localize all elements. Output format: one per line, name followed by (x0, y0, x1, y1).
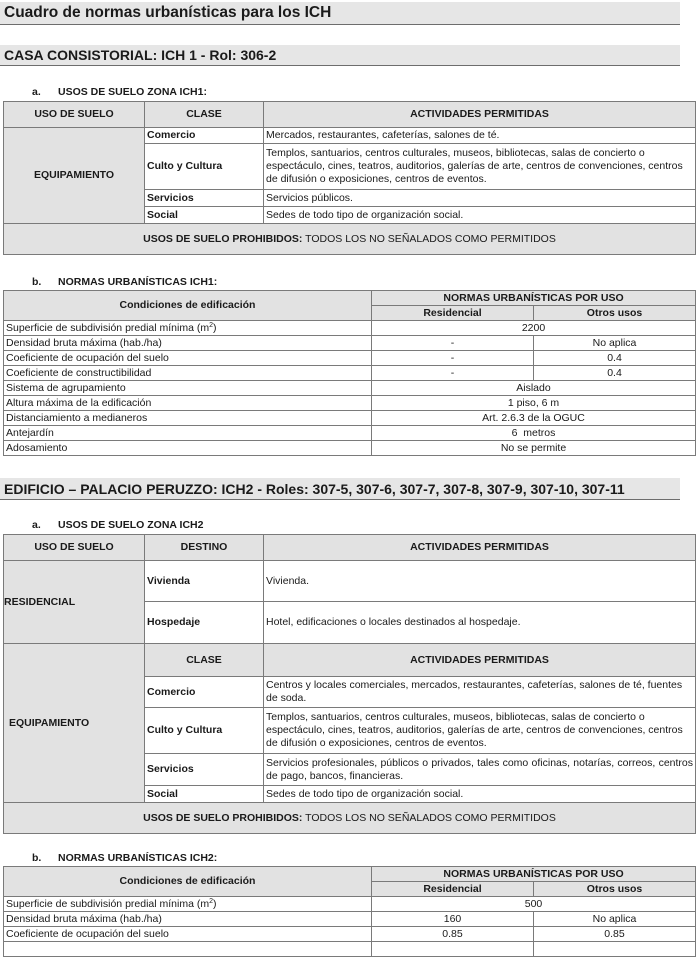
subtitle-text: NORMAS URBANÍSTICAS ICH2: (58, 852, 218, 864)
header-condiciones: Condiciones de edificación (4, 867, 372, 897)
value-merged: 6 metros (372, 426, 696, 441)
table-row (4, 441, 696, 456)
table-row (4, 396, 696, 411)
table-row (4, 942, 696, 957)
condicion-label: Coeficiente de ocupación del suelo (4, 351, 372, 366)
actividades-cell: Servicios públicos. (264, 190, 696, 207)
condicion-label: Antejardín (4, 426, 372, 441)
subtitle-text: NORMAS URBANÍSTICAS ICH1: (58, 276, 218, 288)
header-residencial: Residencial (372, 306, 534, 321)
prohibidos-label: USOS DE SUELO PROHIBIDOS: (143, 232, 303, 245)
condicion-label (4, 897, 372, 912)
header-actividades: ACTIVIDADES PERMITIDAS (264, 535, 696, 561)
group-residencial: RESIDENCIAL (4, 561, 145, 644)
actividades-cell: Templos, santuarios, centros culturales, museos, bibliotecas, salas de concierto o espectáculo, cines, teatros, auditorios, galerías de arte, centros de convenciones, centros de difusión o exposiciones, centros de eventos. (264, 708, 696, 754)
actividades-cell: Hotel, edificaciones o locales destinados al hospedaje. (264, 602, 696, 644)
value-otros: 0.4 (534, 366, 696, 381)
clase-cell: Social (145, 207, 264, 224)
condicion-label: Coeficiente de ocupación del suelo (4, 927, 372, 942)
header-actividades: ACTIVIDADES PERMITIDAS (264, 102, 696, 128)
table-row (4, 561, 696, 602)
clase-cell: Culto y Cultura (145, 708, 264, 754)
clase-cell: Comercio (145, 128, 264, 144)
prohibidos-text: TODOS LOS NO SEÑALADOS COMO PERMITIDOS (302, 811, 556, 824)
table-row (4, 426, 696, 441)
actividades-cell: Sedes de todo tipo de organización social. (264, 207, 696, 224)
value-residencial: 160 (372, 912, 534, 927)
value-residencial (372, 942, 534, 957)
value-merged: No se permite (372, 441, 696, 456)
condicion-label: Altura máxima de la edificación (4, 396, 372, 411)
group-equipamiento: EQUIPAMIENTO (4, 644, 145, 803)
actividades-cell: Servicios profesionales, públicos o privados, tales como oficinas, notarías, correos, centros de pago, bancos, financieras. (264, 754, 696, 786)
table-row (4, 336, 696, 351)
subtitle-text: USOS DE SUELO ZONA ICH2 (58, 519, 204, 531)
destino-cell: Vivienda (145, 561, 264, 602)
actividades-cell: Mercados, restaurantes, cafeterías, salones de té. (264, 128, 696, 144)
prohibidos-cell (4, 224, 696, 255)
header-uso-de-suelo: USO DE SUELO (4, 102, 145, 128)
value-otros (534, 942, 696, 957)
value-otros: No aplica (534, 912, 696, 927)
subtitle-text: USOS DE SUELO ZONA ICH1: (58, 86, 207, 98)
header-otros-usos: Otros usos (534, 882, 696, 897)
actividades-cell: Vivienda. (264, 561, 696, 602)
value-merged: Art. 2.6.3 de la OGUC (372, 411, 696, 426)
table-row (4, 912, 696, 927)
value-residencial: - (372, 366, 534, 381)
ich1-normas-table (3, 290, 696, 456)
condicion-label: Sistema de agrupamiento (4, 381, 372, 396)
header-clase: CLASE (145, 644, 264, 677)
ich2-normas-table (3, 866, 696, 957)
table-row (4, 927, 696, 942)
value-residencial: 0.85 (372, 927, 534, 942)
header-destino: DESTINO (145, 535, 264, 561)
table-row (4, 351, 696, 366)
table-row (4, 366, 696, 381)
ich1-heading: CASA CONSISTORIAL: ICH 1 - Rol: 306-2 (0, 45, 680, 66)
ich1-normas-subtitle (32, 276, 217, 288)
superscript: 2 (209, 321, 213, 329)
header-actividades: ACTIVIDADES PERMITIDAS (264, 644, 696, 677)
value-otros: 0.4 (534, 351, 696, 366)
prohibidos-label: USOS DE SUELO PROHIBIDOS: (143, 811, 303, 824)
subtitle-letter: b. (32, 852, 42, 864)
prohibidos-cell (4, 803, 696, 834)
prohibidos-row (4, 803, 696, 834)
condicion-label: Densidad bruta máxima (hab./ha) (4, 912, 372, 927)
condicion-label: Distanciamiento a medianeros (4, 411, 372, 426)
header-uso-de-suelo: USO DE SUELO (4, 535, 145, 561)
subtitle-letter: a. (32, 519, 41, 531)
prohibidos-row (4, 224, 696, 255)
label-text: Superficie de subdivisión predial mínima (m (6, 897, 210, 910)
condicion-label: Coeficiente de constructibilidad (4, 366, 372, 381)
subtitle-letter: b. (32, 276, 42, 288)
header-otros-usos: Otros usos (534, 306, 696, 321)
document-title: Cuadro de normas urbanísticas para los ICH (0, 2, 680, 25)
prohibidos-text: TODOS LOS NO SEÑALADOS COMO PERMITIDOS (302, 232, 556, 245)
value-merged: 1 piso, 6 m (372, 396, 696, 411)
superscript: 2 (209, 897, 213, 905)
subtitle-letter: a. (32, 86, 41, 98)
clase-cell: Comercio (145, 677, 264, 708)
clase-cell: Servicios (145, 190, 264, 207)
ich2-usos-table (3, 534, 696, 834)
clase-cell: Culto y Cultura (145, 144, 264, 190)
value-otros: 0.85 (534, 927, 696, 942)
condicion-label (4, 942, 372, 957)
table-row (4, 897, 696, 912)
header-normas-por-uso: NORMAS URBANÍSTICAS POR USO (372, 867, 696, 882)
value-merged: 2200 (372, 321, 696, 336)
header-condiciones: Condiciones de edificación (4, 291, 372, 321)
value-residencial: - (372, 351, 534, 366)
table-row (4, 321, 696, 336)
ich2-usos-subtitle (32, 519, 203, 531)
value-merged: 500 (372, 897, 696, 912)
table-row (4, 411, 696, 426)
condicion-label: Densidad bruta máxima (hab./ha) (4, 336, 372, 351)
value-residencial: - (372, 336, 534, 351)
destino-cell: Hospedaje (145, 602, 264, 644)
condicion-label: Adosamiento (4, 441, 372, 456)
ich1-usos-subtitle (32, 86, 207, 98)
ich1-usos-table (3, 101, 696, 255)
group-equipamiento: EQUIPAMIENTO (4, 128, 145, 224)
clase-cell: Social (145, 786, 264, 803)
ich2-normas-subtitle (32, 852, 217, 864)
table-row (4, 381, 696, 396)
label-text: Superficie de subdivisión predial mínima (m (6, 321, 210, 334)
actividades-cell: Templos, santuarios, centros culturales, museos, bibliotecas, salas de concierto o espectáculo, cines, teatros, auditorios, galerías de arte, centros de convenciones, centros de difusión o exposiciones, centros de eventos. (264, 144, 696, 190)
header-clase: CLASE (145, 102, 264, 128)
header-normas-por-uso: NORMAS URBANÍSTICAS POR USO (372, 291, 696, 306)
condicion-label (4, 321, 372, 336)
header-residencial: Residencial (372, 882, 534, 897)
table-row (4, 128, 696, 144)
value-otros: No aplica (534, 336, 696, 351)
label-end: ) (213, 897, 217, 910)
ich2-heading: EDIFICIO – PALACIO PERUZZO: ICH2 - Roles: 307-5, 307-6, 307-7, 307-8, 307-9, 307-10, 307-11 (0, 478, 680, 500)
label-end: ) (213, 321, 217, 334)
value-merged: Aislado (372, 381, 696, 396)
actividades-cell: Centros y locales comerciales, mercados, restaurantes, cafeterías, salones de té, fuentes de soda. (264, 677, 696, 708)
clase-cell: Servicios (145, 754, 264, 786)
actividades-cell: Sedes de todo tipo de organización social. (264, 786, 696, 803)
